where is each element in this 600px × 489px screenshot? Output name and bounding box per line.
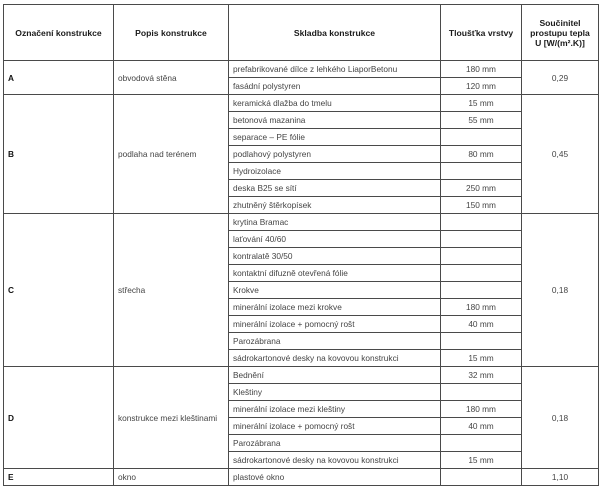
layer-name: zhutněný štěrkopísek — [229, 197, 441, 214]
header-u-value — [522, 5, 599, 61]
layer-name: Bednění — [229, 367, 441, 384]
layer-name: Hydroizolace — [229, 163, 441, 180]
construction-description: podlaha nad terénem — [114, 95, 229, 214]
layer-thickness: 180 mm — [441, 61, 522, 78]
layer-thickness: 150 mm — [441, 197, 522, 214]
layer-thickness: 40 mm — [441, 418, 522, 435]
layer-name: plastové okno — [229, 469, 441, 486]
layer-name: Krokve — [229, 282, 441, 299]
u-value: 0,18 — [522, 367, 599, 469]
layer-name: prefabrikované dílce z lehkého LiaporBetonu — [229, 61, 441, 78]
construction-description: konstrukce mezi kleštinami — [114, 367, 229, 469]
table-row — [4, 214, 599, 231]
layer-name: sádrokartonové desky na kovovou konstrukci — [229, 350, 441, 367]
layer-name: fasádní polystyren — [229, 78, 441, 95]
u-value: 0,45 — [522, 95, 599, 214]
header-code: Označení konstrukce — [4, 5, 114, 61]
layer-name: minerální izolace + pomocný rošt — [229, 316, 441, 333]
layer-thickness: 15 mm — [441, 95, 522, 112]
table-row — [4, 367, 599, 384]
u-value: 0,18 — [522, 214, 599, 367]
table-row — [4, 469, 599, 486]
layer-name: minerální izolace + pomocný rošt — [229, 418, 441, 435]
layer-thickness: 180 mm — [441, 299, 522, 316]
layer-name: sádrokartonové desky na kovovou konstrukci — [229, 452, 441, 469]
header-description: Popis konstrukce — [114, 5, 229, 61]
layer-thickness — [441, 231, 522, 248]
layer-name: Parozábrana — [229, 333, 441, 350]
layer-thickness — [441, 163, 522, 180]
layer-thickness — [441, 469, 522, 486]
layer-thickness: 180 mm — [441, 401, 522, 418]
layer-thickness — [441, 248, 522, 265]
layer-name: minerální izolace mezi krokve — [229, 299, 441, 316]
construction-code: B — [4, 95, 114, 214]
construction-code: A — [4, 61, 114, 95]
layer-name: betonová mazanina — [229, 112, 441, 129]
construction-description: střecha — [114, 214, 229, 367]
layer-thickness: 15 mm — [441, 452, 522, 469]
header-row — [4, 5, 599, 61]
layer-thickness — [441, 282, 522, 299]
layer-thickness — [441, 333, 522, 350]
construction-table — [3, 4, 599, 486]
layer-thickness: 250 mm — [441, 180, 522, 197]
layer-thickness: 32 mm — [441, 367, 522, 384]
layer-name: keramická dlažba do tmelu — [229, 95, 441, 112]
header-composition: Skladba konstrukce — [229, 5, 441, 61]
construction-code: D — [4, 367, 114, 469]
layer-name: laťování 40/60 — [229, 231, 441, 248]
layer-thickness — [441, 265, 522, 282]
table-body — [4, 61, 599, 486]
header-u-value-line2: prostupu tepla — [530, 27, 590, 38]
layer-thickness — [441, 384, 522, 401]
header-u-value-line3: U [W/(m².K)] — [535, 37, 585, 48]
layer-name: kontaktní difuzně otevřená fólie — [229, 265, 441, 282]
layer-name: Kleštiny — [229, 384, 441, 401]
layer-name: deska B25 se sítí — [229, 180, 441, 197]
header-u-value-line1: Součinitel — [539, 17, 581, 28]
u-value: 0,29 — [522, 61, 599, 95]
layer-name: kontralatě 30/50 — [229, 248, 441, 265]
layer-thickness: 120 mm — [441, 78, 522, 95]
layer-name: separace – PE fólie — [229, 129, 441, 146]
layer-thickness: 15 mm — [441, 350, 522, 367]
layer-thickness — [441, 129, 522, 146]
layer-thickness — [441, 435, 522, 452]
construction-code: C — [4, 214, 114, 367]
layer-thickness: 40 mm — [441, 316, 522, 333]
construction-description: okno — [114, 469, 229, 486]
table-row — [4, 61, 599, 78]
layer-thickness: 55 mm — [441, 112, 522, 129]
construction-code: E — [4, 469, 114, 486]
construction-description: obvodová stěna — [114, 61, 229, 95]
layer-thickness: 80 mm — [441, 146, 522, 163]
layer-thickness — [441, 214, 522, 231]
layer-name: krytina Bramac — [229, 214, 441, 231]
layer-name: minerální izolace mezi kleštiny — [229, 401, 441, 418]
u-value: 1,10 — [522, 469, 599, 486]
header-thickness: Tloušťka vrstvy — [441, 5, 522, 61]
table-row — [4, 95, 599, 112]
layer-name: podlahový polystyren — [229, 146, 441, 163]
layer-name: Parozábrana — [229, 435, 441, 452]
